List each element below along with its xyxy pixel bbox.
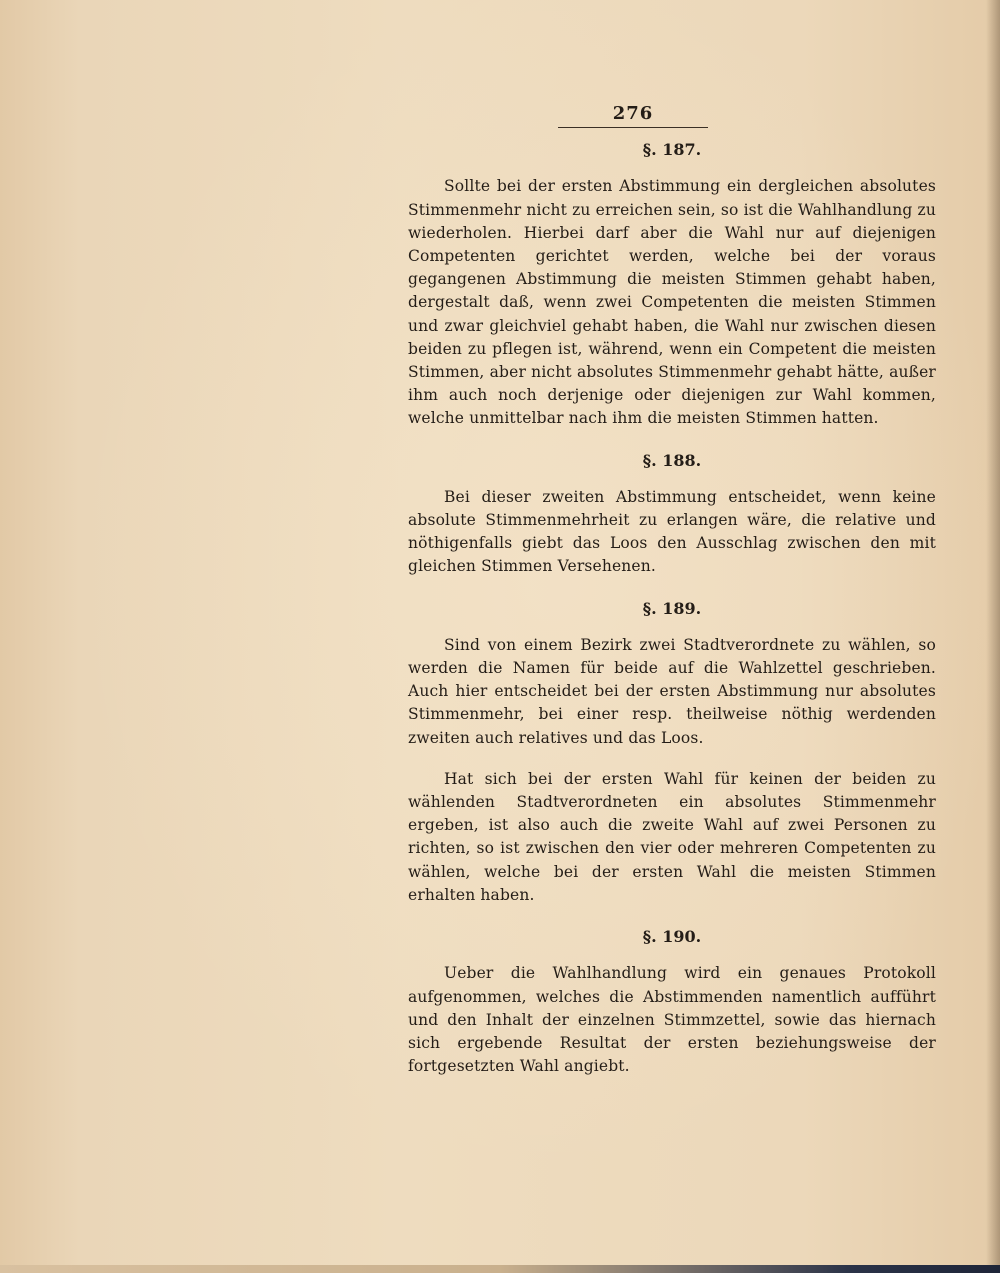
page-text-block	[408, 100, 936, 1096]
page-edge-shadow	[986, 0, 1000, 1273]
section-heading-187: §. 187.	[642, 140, 702, 160]
section-heading-189: §. 189.	[642, 598, 702, 618]
page-number: 276	[558, 102, 708, 128]
section-189-paragraph-2: Hat sich bei der ersten Wahl für keinen der beiden zu wählenden Stadtverordneten ein absolutes Stimmenmehr ergeben, ist also auch die zweite Wahl auf zwei Personen zu richten, so ist zwischen den vier oder mehreren Competenten zu wählen, welche bei der ersten Wahl die meisten Stimmen erhalten haben.	[408, 769, 936, 904]
section-187-paragraph: Sollte bei der ersten Abstimmung ein dergleichen absolutes Stimmenmehr nicht zu erreichen sein, so ist die Wahlhandlung zu wiederholen. Hierbei darf aber die Wahl nur auf diejenigen Competenten gerichtet werden, welche bei der voraus gegangenen Abstimmung die meisten Stimmen gehabt haben, dergestalt daß, wenn zwei Competenten die meisten Stimmen und zwar gleichviel gehabt haben, die Wahl nur zwischen diesen beiden zu pflegen ist, während, wenn ein Competent die meisten Stimmen, aber nicht absolutes Stimmenmehr gehabt hätte, außer ihm auch noch derjenige oder diejenigen zur Wahl kommen, welche unmittelbar nach ihm die meisten Stimmen hatten.	[408, 177, 936, 428]
section-190-paragraph: Ueber die Wahlhandlung wird ein genaues Protokoll aufgenommen, welches die Abstimmenden namentlich aufführt und den Inhalt der einzelnen Stimmzettel, sowie das hiernach sich ergebende Resultat der ersten beziehungsweise der fortgesetzten Wahl angiebt.	[408, 964, 936, 1076]
page-bottom-edge	[0, 1265, 1000, 1273]
section-heading-190: §. 190.	[642, 927, 702, 947]
section-189-paragraph-1: Sind von einem Bezirk zwei Stadtverordnete zu wählen, so werden die Namen für beide auf die Wahlzettel geschrieben. Auch hier entscheidet bei der ersten Abstimmung nur absolutes Stimmenmehr, bei einer resp. theilweise nöthig werdenden zweiten auch relatives und das Loos.	[408, 635, 936, 747]
section-heading-188: §. 188.	[642, 450, 702, 470]
section-188-paragraph: Bei dieser zweiten Abstimmung entscheidet, wenn keine absolute Stimmenmehrheit zu erlangen wäre, die relative und nöthigenfalls giebt das Loos den Ausschlag zwischen den mit gleichen Stimmen Versehenen.	[408, 487, 936, 576]
